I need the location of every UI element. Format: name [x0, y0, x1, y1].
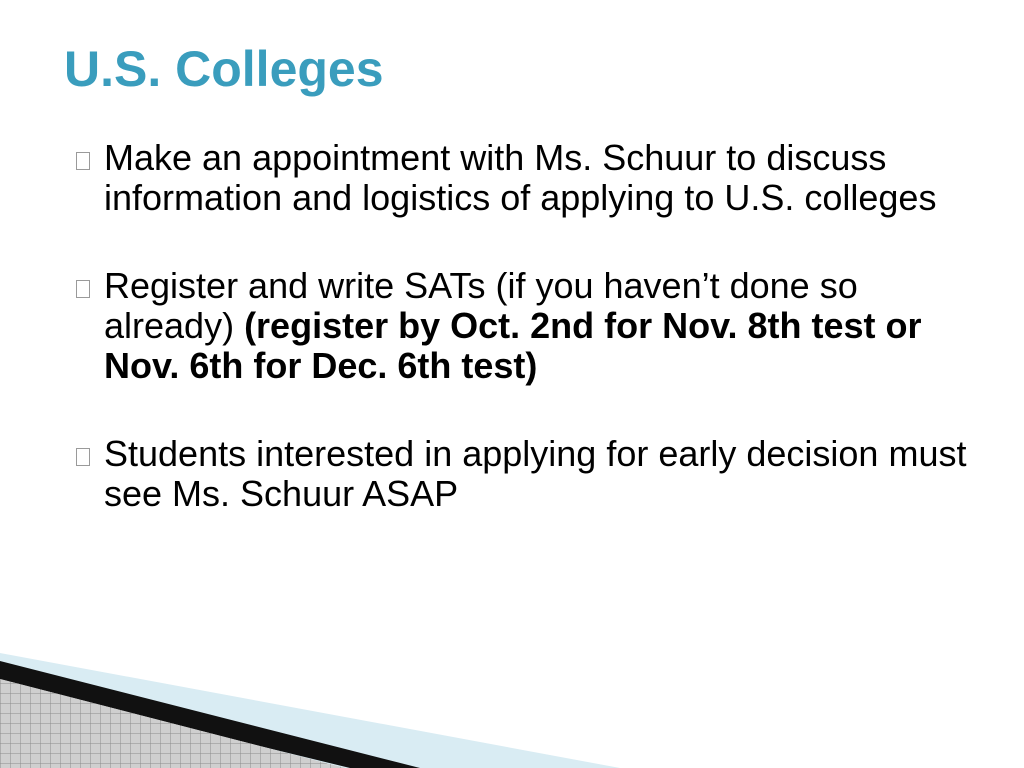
corner-decoration	[0, 643, 620, 768]
square-box-icon	[76, 280, 90, 298]
bullet-text: Students interested in applying for early decision must see Ms. Schuur ASAP	[104, 433, 967, 514]
slide-title: U.S. Colleges	[64, 41, 384, 97]
bullet-item	[72, 138, 972, 218]
square-box-icon	[76, 152, 90, 170]
bullet-text: Register and write SATs (if you haven’t done so already)	[104, 265, 858, 346]
bullet-list	[72, 138, 972, 514]
bullet-item	[72, 434, 972, 514]
square-box-icon	[76, 448, 90, 466]
bullet-text: Make an appointment with Ms. Schuur to discuss information and logistics of applying to U.S. colleges	[104, 137, 937, 218]
bullet-bold-text: (register by Oct. 2nd for Nov. 8th test or Nov. 6th for Dec. 6th test)	[104, 305, 922, 386]
bullet-item	[72, 266, 972, 386]
